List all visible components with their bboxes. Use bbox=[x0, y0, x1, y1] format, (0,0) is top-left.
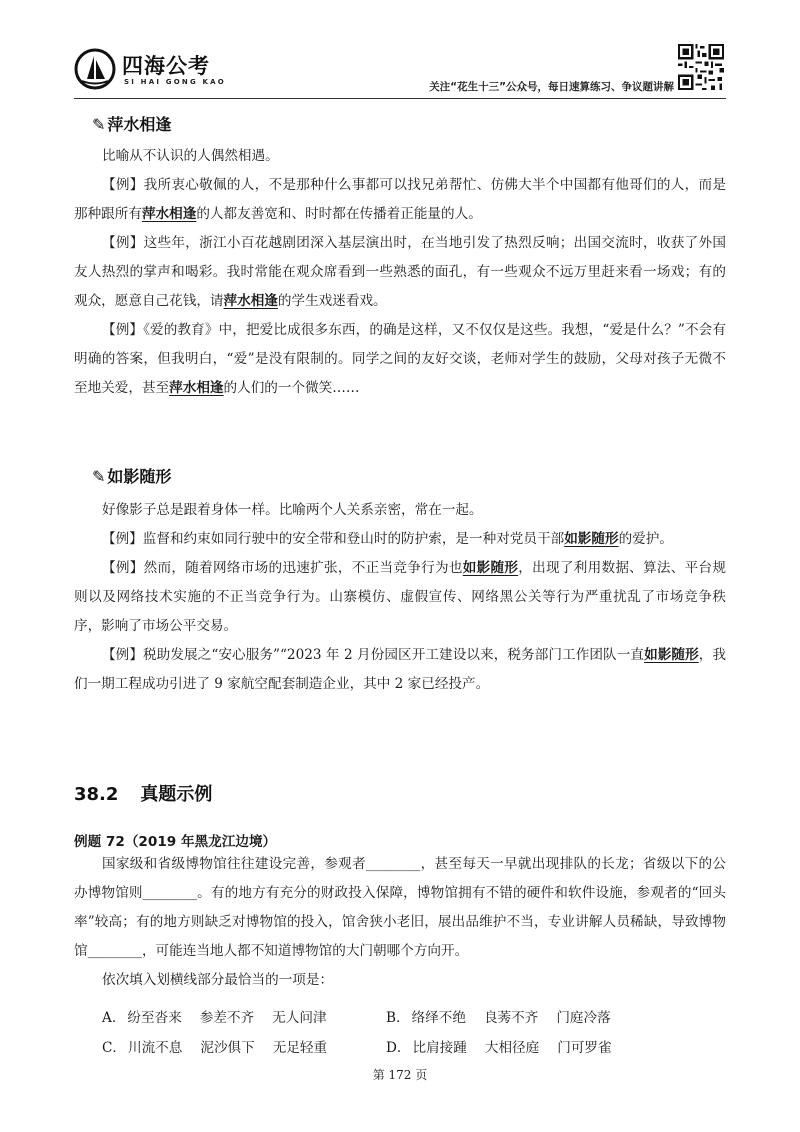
header-divider bbox=[74, 98, 726, 99]
page-header bbox=[0, 0, 800, 110]
example-paragraph: 【例】我所衷心敬佩的人，不是那种什么事都可以找兄弟帮忙、仿佛大半个中国都有他哥们的人，而是那种跟所有萍水相逢的人都友善宽和、时时都在传播着正能量的人。 bbox=[74, 177, 726, 222]
section-heading bbox=[74, 780, 212, 806]
highlighted-idiom: 萍水相逢 bbox=[169, 380, 224, 396]
qr-code-icon bbox=[678, 44, 724, 90]
idiom-definition: 好像影子总是跟着身体一样。比喻两个人关系亲密，常在一起。 bbox=[102, 502, 483, 518]
brand-logo bbox=[74, 46, 234, 94]
example-paragraph: 【例】然而，随着网络市场的迅速扩张，不正当竞争行为也如影随形，出现了利用数据、算法、平台规则以及网络技术实施的不正当竞争行为。山寨模仿、虚假宣传、网络黑公关等行为严重扰乱了市场竞争秩序，影响了市场公平交易。 bbox=[74, 560, 727, 634]
page-number: 第 172 页 bbox=[372, 1068, 428, 1082]
idiom-block-1 bbox=[74, 142, 726, 403]
highlighted-idiom: 如影随形 bbox=[564, 531, 619, 547]
idiom-block-2 bbox=[74, 496, 726, 699]
option-c[interactable]: C． 川流不息 泥沙俱下 无足轻重 bbox=[102, 1040, 328, 1056]
idiom-title: 萍水相逢 bbox=[107, 115, 172, 134]
idiom-heading-1 bbox=[92, 112, 171, 135]
header-note: 关注“花生十三”公众号，每日速算练习、争议题讲解 bbox=[429, 81, 674, 93]
option-d[interactable]: D． 比肩接踵 大相径庭 门可罗雀 bbox=[386, 1040, 612, 1056]
example-paragraph: 【例】税助发展之“安心服务”“2023 年 2 月份园区开工建设以来，税务部门工作团队一直如影随形，我们一期工程成功引进了 9 家航空配套制造企业，其中 2 家已经投产。 bbox=[74, 647, 726, 692]
idiom-title: 如影随形 bbox=[107, 467, 172, 486]
option-a[interactable]: A． 纷至沓来 参差不齐 无人问津 bbox=[102, 1010, 327, 1026]
brand-name: 四海公考 bbox=[122, 54, 210, 78]
highlighted-idiom: 萍水相逢 bbox=[141, 206, 197, 222]
pen-icon: ✎ bbox=[92, 467, 106, 486]
example-paragraph: 【例】监督和约束如同行驶中的安全带和登山时的防护索，是一种对党员干部如影随形的爱护。 bbox=[102, 531, 673, 547]
question-prompt: 依次填入划横线部分最恰当的一项是： bbox=[102, 972, 334, 988]
highlighted-idiom: 如影随形 bbox=[644, 647, 699, 663]
section-number: 38.2 bbox=[74, 784, 119, 805]
example-paragraph: 【例】这些年，浙江小百花越剧团深入基层演出时，在当地引发了热烈反响；出国交流时，收获了外国友人热烈的掌声和喝彩。我时常能在观众席看到一些熟悉的面孔，有一些观众不远万里赶来看一场戏；有的观众，愿意自己花钱，请萍水相逢的学生戏迷看戏。 bbox=[74, 235, 726, 309]
pen-icon: ✎ bbox=[92, 115, 106, 134]
section-title: 真题示例 bbox=[140, 784, 213, 805]
question-title: 例题 72（2019 年黑龙江边境） bbox=[74, 834, 277, 850]
idiom-heading-2 bbox=[92, 464, 171, 487]
highlighted-idiom: 萍水相逢 bbox=[223, 293, 278, 309]
question-block bbox=[74, 850, 726, 995]
idiom-definition: 比喻从不认识的人偶然相遇。 bbox=[102, 148, 279, 164]
option-b[interactable]: B． 络绎不绝 良莠不齐 门庭冷落 bbox=[386, 1010, 611, 1026]
brand-subtitle: SI HAI GONG KAO bbox=[124, 78, 226, 86]
question-stem: 国家级和省级博物馆往往建设完善，参观者________，甚至每天一早就出现排队的长龙；省级以下的公办博物馆则________。有的地方有充分的财政投入保障，博物馆拥有不错的硬件和软件设施，参观者的“回头率”较高；有的地方则缺乏对博物馆的投入，馆舍狭小老旧，展出品维护不当，专业讲解人员稀缺，导致博物馆________，可能连当地人都不知道博物馆的大门朝哪个方向开。 bbox=[74, 856, 726, 959]
example-paragraph: 【例】《爱的教育》中，把爱比成很多东西，的确是这样，又不仅仅是这些。我想，“爱是什么？”不会有明确的答案，但我明白，“爱”是没有限制的。同学之间的友好交谈，老师对学生的鼓励，父母对孩子无微不至地关爱，甚至萍水相逢的人们的一个微笑…… bbox=[74, 322, 726, 396]
highlighted-idiom: 如影随形 bbox=[462, 560, 519, 576]
sailboat-logo-icon bbox=[74, 48, 116, 90]
